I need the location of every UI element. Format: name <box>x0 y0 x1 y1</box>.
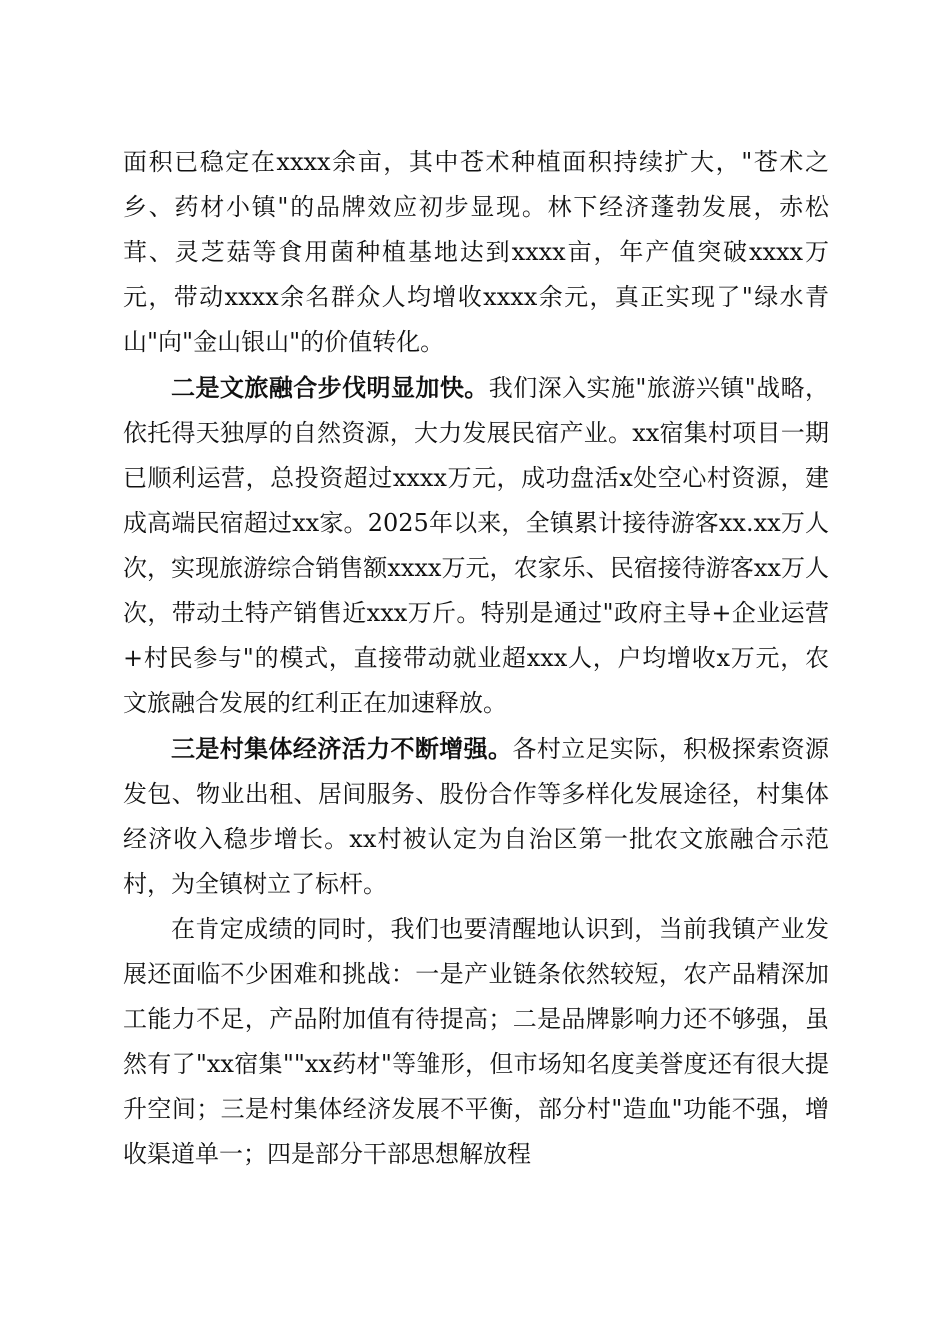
paragraph-lead: 二是文旅融合步伐明显加快。 <box>171 373 489 402</box>
paragraph-lead: 三是村集体经济活力不断增强。 <box>171 734 513 763</box>
paragraph-text: 在肯定成绩的同时，我们也要清醒地认识到，当前我镇产业发展还面临不少困难和挑战：一是产业链条依然较短，农产品精深加工能力不足，产品附加值有待提高；二是品牌影响力还不够强，虽然有了"xx宿集""xx药材"等雏形，但市场知名度美誉度还有很大提升空间；三是村集体经济发展不平衡，部分村"造血"功能不强，增收渠道单一；四是部分干部思想解放程 <box>123 915 829 1168</box>
paragraph-culture-tourism <box>123 365 829 726</box>
paragraph-text: 面积已稳定在xxxx余亩，其中苍术种植面积持续扩大，"苍术之乡、药材小镇"的品牌效应初步显现。林下经济蓬勃发展，赤松茸、灵芝菇等食用菌种植基地达到xxxx亩，年产值突破xxxx万元，带动xxxx余名群众人均增收xxxx余元，真正实现了"绿水青山"向"金山银山"的价值转化。 <box>123 148 829 356</box>
paragraph-challenges <box>123 907 829 1177</box>
paragraph-village-economy <box>123 726 829 907</box>
paragraph-text: 我们深入实施"旅游兴镇"战略，依托得天独厚的自然资源，大力发展民宿产业。xx宿集村项目一期已顺利运营，总投资超过xxxx万元，成功盘活x处空心村资源，建成高端民宿超过xx家。2025年以来，全镇累计接待游客xx.xx万人次，实现旅游综合销售额xxxx万元，农家乐、民宿接待游客xx万人次，带动土特产销售近xxx万斤。特别是通过"政府主导+企业运营+村民参与"的模式，直接带动就业超xxx人，户均增收x万元，农文旅融合发展的红利正在加速释放。 <box>123 374 830 717</box>
paragraph-text: 各村立足实际，积极探索资源发包、物业出租、居间服务、股份合作等多样化发展途径，村集体经济收入稳步增长。xx村被认定为自治区第一批农文旅融合示范村，为全镇树立了标杆。 <box>123 735 830 898</box>
paragraph-continued <box>123 140 829 365</box>
document-body <box>123 140 829 1177</box>
